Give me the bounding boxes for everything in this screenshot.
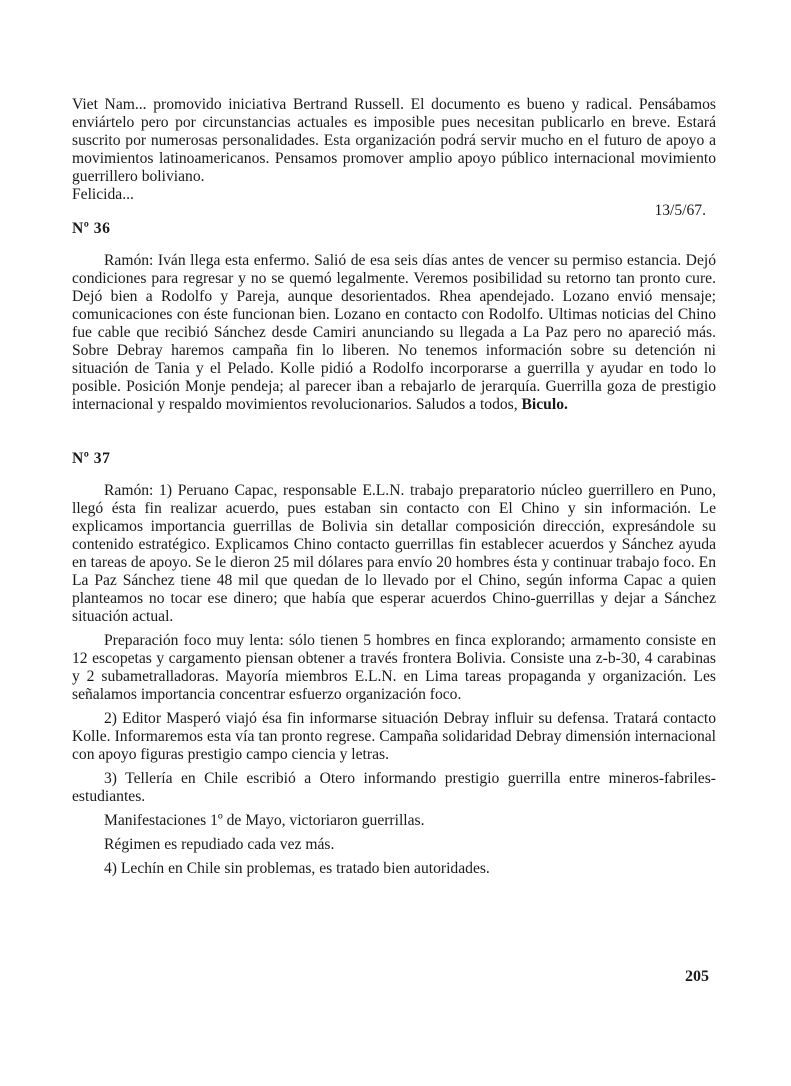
message-36-number: Nº 36: [72, 220, 111, 237]
message-37-number: Nº 37: [72, 450, 111, 467]
message-37-paragraph-3: 2) Editor Masperó viajó ésa fin informarse situación Debray influir su defensa. Tratará contacto Kolle. Informaremos esta vía tan pronto regrese. Campaña solidaridad Debray dimensión internacional con apoyo figuras prestigio campo ciencia y letras.: [72, 710, 716, 763]
page-number: 205: [685, 968, 709, 985]
message-37-paragraph-1: Ramón: 1) Peruano Capac, responsable E.L.N. trabajo preparatorio núcleo guerrillero en Puno, llegó ésta fin realizar acuerdo, pues estaban sin contacto con El Chino y sin información. Le explicamos importancia guerrillas de Bolivia sin detallar composición dirección, expresándole su contenido estratégico. Explicamos Chino contacto guerrillas fin establecer acuerdos y Sánchez ayuda en tareas de apoyo. Se le dieron 25 mil dólares para envío 20 hombres ésta y continuar trabajo foco. En La Paz Sánchez tiene 48 mil que quedan de lo llevado por el Chino, según informa Capac a quien planteamos no tocar ese dinero; que había que esperar acuerdos Chino-guerrillas y dejar a Sánchez situación actual.: [72, 482, 716, 625]
carryover-signature: Felicida...: [72, 186, 134, 203]
message-37-paragraph-5: Manifestaciones 1º de Mayo, victoriaron guerrillas.: [104, 812, 425, 829]
message-36-text: Ramón: Iván llega esta enfermo. Salió de esa seis días antes de vencer su permiso estancia. Dejó condiciones para regresar y no se quemó legalmente. Veremos posibilidad su retorno tan pronto cure. Dejó bien a Rodolfo y Pareja, aunque desorientados. Rhea apendejado. Lozano envió mensaje; comunicaciones con éste funcionan bien. Lozano en contacto con Rodolfo. Ultimas noticias del Chino fue cable que recibió Sánchez desde Camiri anunciando su llegada a La Paz pero no apareció más. Sobre Debray haremos campaña fin lo liberen. No tenemos información sobre su detención ni situación de Tania y el Pelado. Kolle pidió a Rodolfo incorporarse a guerrilla y ayudar en todo lo posible. Posición Monje pendeja; al parecer iban a rebajarlo de jerarquía. Guerrilla goza de prestigio internacional y respaldo movimientos revolucionarios. Saludos a todos,: [72, 252, 716, 413]
document-page: [72, 96, 716, 878]
message-37-paragraph-7: 4) Lechín en Chile sin problemas, es tratado bien autoridades.: [104, 860, 490, 877]
message-37-paragraph-4: 3) Tellería en Chile escribió a Otero informando prestigio guerrilla entre mineros-fabriles-estudiantes.: [72, 770, 716, 805]
message-36-date: 13/5/67.: [654, 202, 706, 219]
message-37-paragraph-2: Preparación foco muy lenta: sólo tienen 5 hombres en finca explorando; armamento consiste en 12 escopetas y cargamento piensan obtener a través frontera Bolivia. Consiste una z-b-30, 4 carabinas y 2 subametralladoras. Mayoría miembros E.L.N. en Lima tareas propaganda y organización. Les señalamos importancia concentrar esfuerzo organización foco.: [72, 632, 716, 703]
message-36-body: [72, 252, 716, 414]
message-36-signature: Biculo.: [521, 396, 568, 413]
carryover-paragraph: Viet Nam... promovido iniciativa Bertrand Russell. El documento es bueno y radical. Pensábamos enviártelo pero por circunstancias actuales es imposible pues necesitan publicarlo en breve. Estará suscrito por numerosas personalidades. Esta organización podrá servir mucho en el futuro de apoyo a movimientos latinoamericanos. Pensamos promover amplio apoyo público internacional movimiento guerrillero boliviano.: [72, 96, 716, 185]
message-37-paragraph-6: Régimen es repudiado cada vez más.: [104, 836, 335, 853]
